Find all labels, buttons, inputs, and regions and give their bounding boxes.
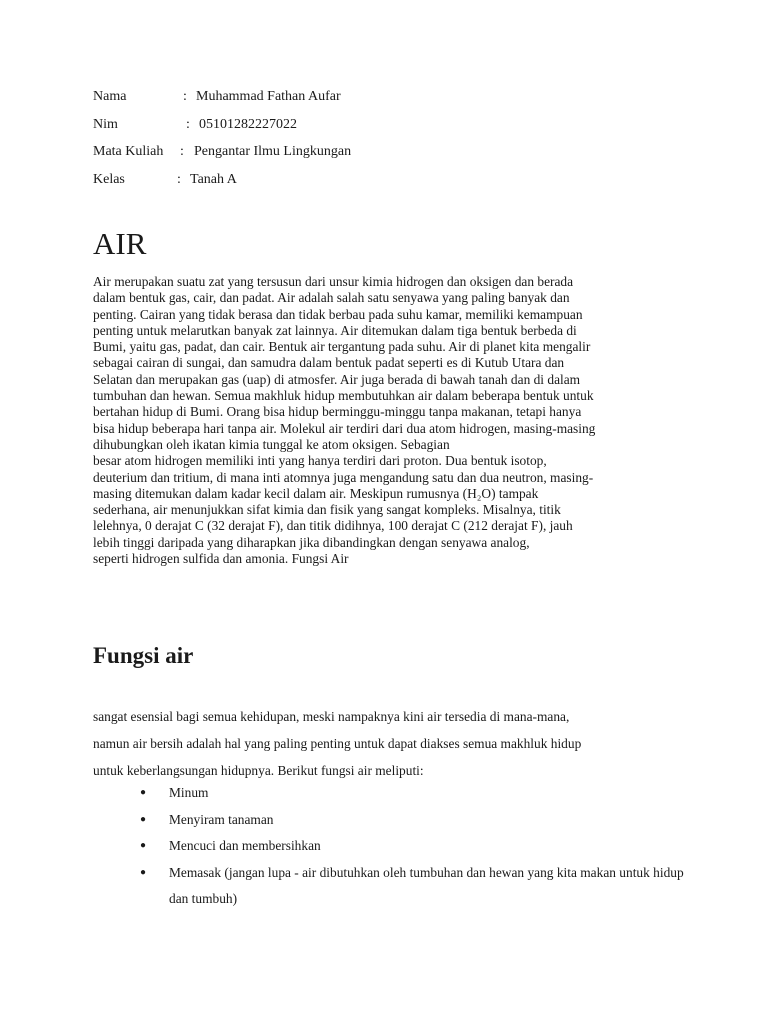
list-item: [140, 833, 700, 860]
fungsi-bullet-list: [140, 780, 700, 913]
mata-kuliah-separator: :: [180, 144, 184, 159]
paragraph-line: tumbuhan dan hewan. Semua makhluk hidup membutuhkan air dalam beberapa bentuk untuk: [93, 388, 594, 404]
air-paragraph: [93, 274, 683, 567]
paragraph-line: bisa hidup beberapa hari tanpa air. Molekul air terdiri dari dua atom hidrogen, masing-masing: [93, 420, 596, 436]
kelas-value: Tanah A: [190, 172, 237, 187]
heading-air: AIR: [93, 226, 147, 261]
paragraph-line: dalam bentuk gas, cair, dan padat. Air adalah salah satu senyawa yang paling banyak dan: [93, 290, 570, 306]
list-item-text: Memasak (jangan lupa - air dibutuhkan oleh tumbuhan dan hewan yang kita makan untuk hidup dan tumbuh): [169, 864, 684, 906]
fungsi-paragraph: [93, 703, 693, 784]
bullet-icon: ●: [140, 813, 147, 825]
fungsi-line: sangat esensial bagi semua kehidupan, meski nampaknya kini air tersedia di mana-mana,: [93, 709, 570, 724]
kelas-label: Kelas: [93, 172, 125, 187]
list-item: [140, 780, 700, 807]
mata-kuliah-label: Mata Kuliah: [93, 144, 164, 159]
paragraph-line: sebagai cairan di sungai, dan samudra dalam bentuk padat seperti es di Kutub Utara dan: [93, 355, 565, 371]
list-item-text: Mencuci dan membersihkan: [169, 838, 321, 853]
list-item-text: Minum: [169, 785, 209, 800]
paragraph-line: sederhana, air menunjukkan sifat kimia dan fisik yang sangat kompleks. Misalnya, titik: [93, 502, 561, 518]
paragraph-line: penting. Cairan yang tidak berasa dan tidak berbau pada suhu kamar, memiliki kemampuan: [93, 306, 583, 322]
list-item: [140, 807, 700, 834]
paragraph-line: Air merupakan suatu zat yang tersusun dari unsur kimia hidrogen dan oksigen dan berada: [93, 274, 574, 289]
paragraph-line: bertahan hidup di Bumi. Orang bisa hidup berminggu-minggu tanpa makanan, tetapi hanya: [93, 404, 582, 420]
bullet-icon: ●: [140, 787, 147, 798]
list-item-text: Menyiram tanaman: [169, 811, 274, 827]
bullet-icon: ●: [140, 840, 147, 851]
paragraph-line: penting untuk melarutkan banyak zat lainnya. Air ditemukan dalam tiga bentuk berbeda di: [93, 322, 577, 338]
list-item: [140, 860, 700, 913]
paragraph-line: Selatan dan merupakan gas (uap) di atmosfer. Air juga berada di bawah tanah dan di dalam: [93, 371, 581, 387]
paragraph-line: Bumi, yaitu gas, padat, dan cair. Bentuk air tergantung pada suhu. Air di planet kita mengalir: [93, 339, 591, 355]
nama-value: Muhammad Fathan Aufar: [196, 89, 341, 104]
nama-label: Nama: [93, 89, 127, 104]
paragraph-line: seperti hidrogen sulfida dan amonia. Fungsi Air: [93, 551, 349, 567]
fungsi-line: namun air bersih adalah hal yang paling penting untuk dapat diakses semua makhluk hidup: [93, 736, 582, 751]
kelas-separator: :: [177, 172, 181, 187]
bullet-icon: ●: [140, 866, 147, 878]
paragraph-line: dihubungkan oleh ikatan kimia tunggal ke atom oksigen. Sebagian: [93, 436, 450, 452]
paragraph-line: lelehnya, 0 derajat C (32 derajat F), dan titik didihnya, 100 derajat C (212 derajat F), jauh: [93, 518, 573, 534]
paragraph-line: lebih tinggi daripada yang diharapkan jika dibandingkan dengan senyawa analog,: [93, 534, 530, 550]
paragraph-line: besar atom hidrogen memiliki inti yang hanya terdiri dari proton. Dua bentuk isotop,: [93, 453, 547, 469]
paragraph-line: deuterium dan tritium, di mana inti atomnya juga mengandung satu dan dua neutron, masing-: [93, 469, 594, 485]
mata-kuliah-value: Pengantar Ilmu Lingkungan: [194, 144, 352, 159]
heading-fungsi-air: Fungsi air: [93, 643, 194, 668]
nim-label: Nim: [93, 117, 118, 132]
fungsi-line: untuk keberlangsungan hidupnya. Berikut fungsi air meliputi:: [93, 763, 424, 778]
nim-value: 05101282227022: [199, 117, 297, 132]
nama-separator: :: [183, 89, 187, 104]
nim-separator: :: [186, 117, 190, 132]
paragraph-line: masing ditemukan dalam kadar kecil dalam air. Meskipun rumusnya (H₂O) tampak: [93, 485, 539, 501]
